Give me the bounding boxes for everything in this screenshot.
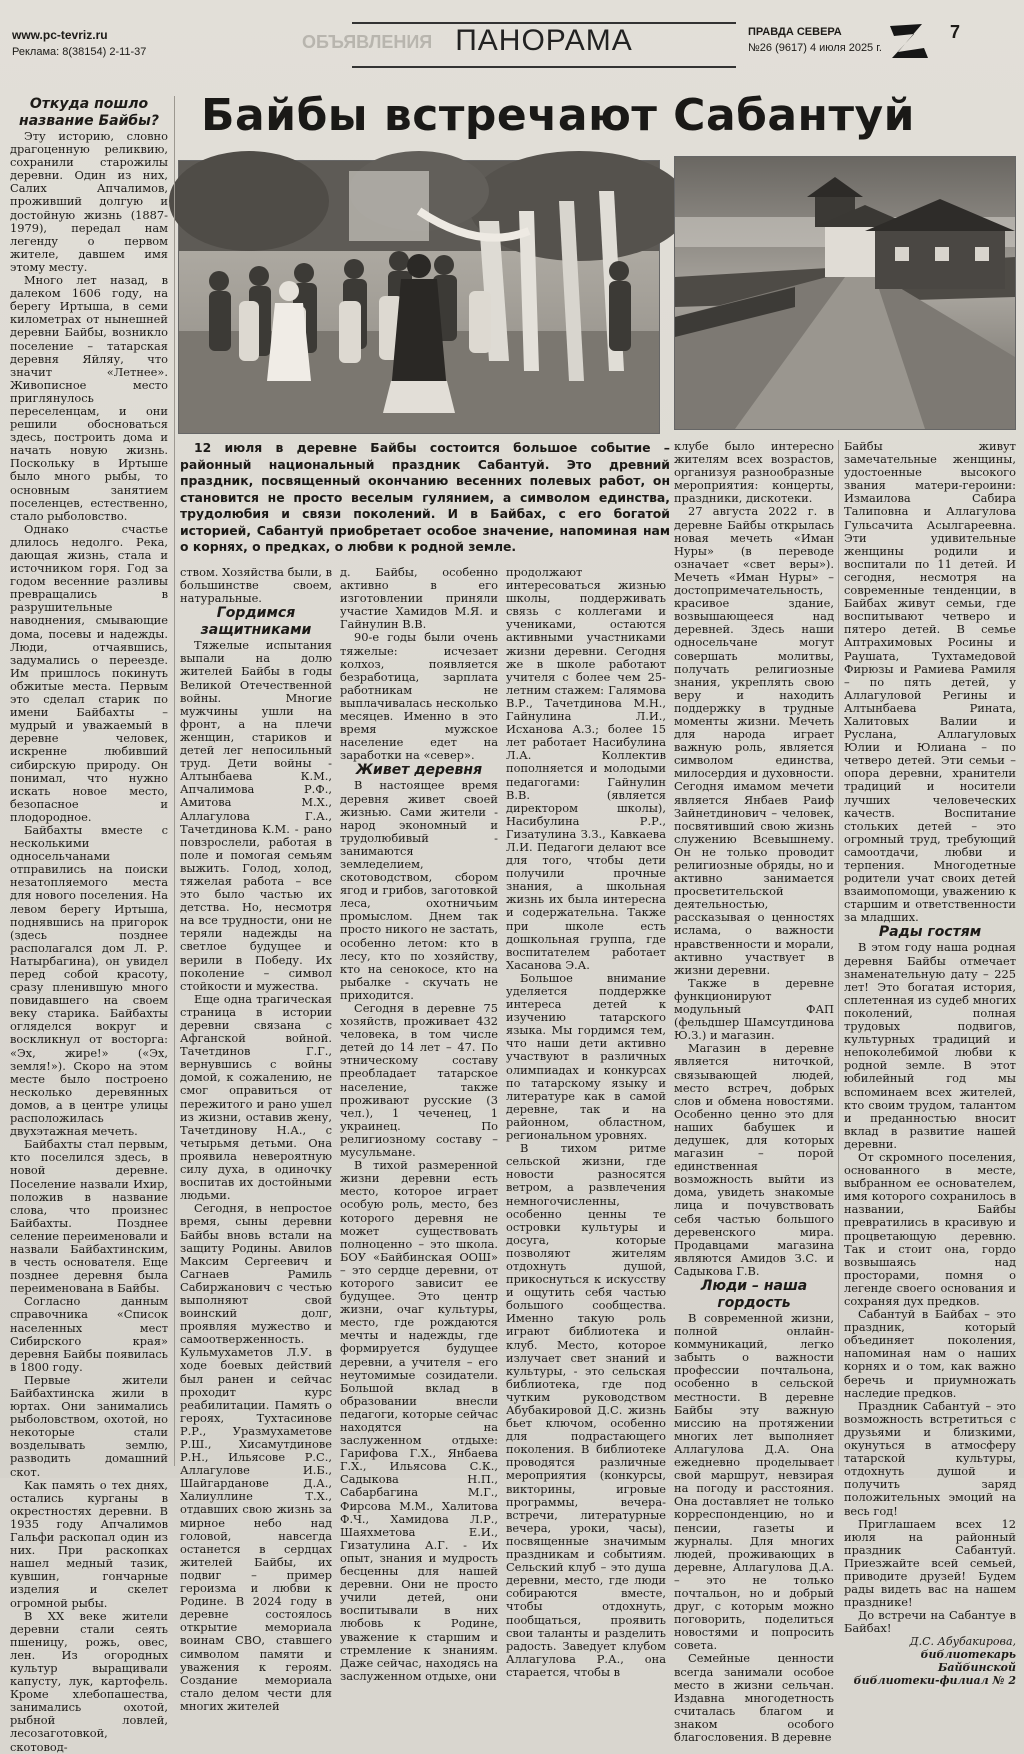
paragraph: Много лет назад, в далеком 1606 году, на берегу Иртыша, в семи километрах от нынешней деревни Байбы, возникло поселение – татарская деревня Яйляу, что значит «Летнее». Живописное место приглянулось переселенцам, и они решили обосноваться здесь, построить дома и начать новую жизнь. Поскольку в Иртыше было много рыбы, то основным занятием поселенцев, естественно, стало рыболовство.	[10, 273, 168, 523]
page-headline: Байбы встречают Сабантуй	[201, 90, 915, 141]
paragraph: Праздник Сабантуй – это возможность встретиться с друзьями и близкими, окунуться в атмосферу татарской культуры, отдохнуть душой и получить заряд положительных эмоций на весь год!	[844, 1398, 1016, 1518]
author-signature	[844, 1635, 1016, 1687]
section-rule-bottom	[352, 66, 736, 68]
lead-paragraph	[180, 440, 670, 556]
paragraph: Байбахты стал первым, кто поселился здесь, в новой деревне. Поселение назвали Ихир, положив в название слова, что произнес Байбахты. Позднее селение переименовали и назвали Байбахтинским, в честь основателя. Еще позднее деревня была переименована в Байбы.	[10, 1137, 168, 1296]
newspaper-name: ПРАВДА СЕВЕРА	[748, 26, 842, 38]
author-role: библиотеки-филиал № 2	[853, 1674, 1016, 1688]
column-divider	[838, 440, 839, 1466]
paragraph: Байбы живут замечательные женщины, удостоенные высокого звания матери-героини: Измаилова Сабира Талиповна и Аллагулова Гульсачита Асылгареевна. Эти удивительные женщины родили и воспитали по 11 детей. И сегодня, несмотря на современные тенденции, в Байбах живут семьи, где воспитывают четверо и пятеро детей. В семье Аптрахимовых Росины и Раушата, Тухтамедовой Фирюзы и Рамиева Рамиля – по пять детей, у Аллагуловой Регины и Алтынбаева Рината, Халитовых Валии и Руслана, Аллагуловых Юлии и Юлиана – по четверо детей. Эти семьи – опора деревни, хранители традиций и носители лучших человеческих качеств. Воспитание стольких детей – это огромный труд, требующий самоотдачи, любви и терпения. Многодетные родители учат своих детей взаимопомощи, уважению к старшим и ответственности за младших.	[844, 439, 1016, 925]
ad-phone: Реклама: 8(38154) 2-11-37	[12, 46, 147, 58]
paragraph: Тяжелые испытания выпали на долю жителей Байбы в годы Великой Отечественной войны. Многие мужчины ушли на фронт, а на плечи женщин, стариков и детей лег непосильный труд. Дети войны - Алтынбаева К.М., Апчалимова Р.Ф., Амитова М.Х., Аллагулова Г.А., Тачетдинова К.М. - рано повзрослели, работая в поле и помогая семьям выжить. Голод, холод, тяжелая работа – все это было частью их детства. Но, несмотря на все трудности, они не теряли надежды на светлое будущее и верили в Победу. Их поколение – символ стойкости и мужества.	[180, 638, 332, 993]
subheading-defenders: Гордимся защитниками	[200, 605, 312, 639]
paragraph: Семейные ценности всегда занимали особое место в жизни сельчан. Издавна многодетность считалась благом и знаком особого благословения. В деревне	[674, 1651, 834, 1744]
subheading-people-pride: Люди – наша гордость	[700, 1278, 808, 1311]
author-role: библиотекарь Байбинской	[920, 1648, 1016, 1675]
paragraph: д. Байбы, особенно активно в его изготовлении приняли участие Хамидов М.Я. и Гайнулин В.В.	[340, 565, 498, 632]
paragraph: Сегодня в деревне 75 хозяйств, проживает 432 человека, в том числе детей до 14 лет – 47. По этническому составу преобладает татарское население, также проживают русские (3 чел.), 1 чеченец, 1 украинец. По религиозному составу – мусульмане.	[340, 1001, 498, 1160]
festival-photo	[178, 160, 660, 434]
paragraph: Первые жители Байбахтинска жили в юртах. Они занимались рыболовством, охотой, но некоторые стали возделывать землю, разводить домашний скот.	[10, 1372, 168, 1479]
subheading-welcome-guests: Рады гостям	[878, 924, 982, 941]
column-4	[506, 565, 666, 1679]
paragraph: В XX веке жители деревни стали сеять пшеницу, рожь, овес, лен. Из огородных культур выращивали капусту, лук, картофель. Кроме хлебопашества, занимались охотой, рыбной ловлей, лесозаготовкой, скотовод-	[10, 1608, 168, 1754]
page-header	[0, 18, 1024, 68]
paragraph: Согласно данным справочника «Список населенных мест Сибирского края» деревня Байбы появилась в 1800 году.	[10, 1294, 168, 1374]
paragraph: В современной жизни, полной онлайн-коммуникаций, легко забыть о важности профессии почтальона, особенно в сельской местности. В деревне Байбы эту важную миссию на протяжении многих лет выполняет Аллагулова Д.А. Она ежедневно проделывает свой маршрут, невзирая на погоду и расстояния. Она доставляет не только корреспонденцию, но и пенсии, газеты и журналы. Для многих людей, проживающих в деревне, Аллагулова Д.А. – это не только почтальон, но и добрый друг, с которым можно поговорить, поделиться новостями и попросить совета.	[674, 1311, 834, 1653]
lead-text: 12 июля в деревне Байбы состоится большое событие – районный национальный праздник Сабантуй. Это древний праздник, посвященный окончанию весенних полевых работ, он становится не просто веселым гулянием, а символом единства, трудолюбия и связи поколений. И в Байбах, с его богатой историей, Сабантуй приобретает особое значение, напоминая нам о корнях, о предках, о любви к родной земле.	[180, 440, 670, 554]
column-5	[674, 439, 834, 1744]
paragraph: Приглашаем всех 12 июля на районный праздник Сабантуй. Приезжайте всей семьей, приводите друзей! Будем рады видеть вас на нашем празднике!	[844, 1516, 1016, 1610]
paragraph: В тихом ритме сельской жизни, где новости разносятся ветром, а развлечения немногочисленны, особенно ценны те островки культуры и досуга, которые позволяют жителям отдохнуть душой, прикоснуться к искусству и ощутить себя частью большого сообщества. Именно такую роль играют библиотека и клуб. Место, которое излучает свет знаний и культуры, - это сельская библиотека, где под чутким руководством Абубакировой Д.С. жизнь бьет ключом, особенно для подрастающего поколения. В библиотеке проводятся различные мероприятия (конкурсы, викторины, игровые программы, вечера-встречи, литературные вечера, уроки, часы), посвященные значимым праздникам и событиям. Сельский клуб – это душа деревни, место, где люди собираются вместе, чтобы отдохнуть, пообщаться, проявить свои таланты и разделить радость. Заведует клубом Аллагулова Р.А., она старается, чтобы в	[506, 1141, 666, 1679]
paragraph: От скромного поселения, основанного в месте, выбранном ее основателем, имя которого сохранилось в названии, Байбы превратились в красивую и процветающую деревню. Так и стоит она, гордо возвышаясь над просторами, помня о легенде своего основания и сохраняя дух предков.	[844, 1149, 1016, 1308]
paragraph: В тихой размеренной жизни деревни есть место, которое играет особую роль, место, без которого деревня не может существовать полноценно – это школа. БОУ «Байбинская ООШ» – это сердце деревни, от которого зависит ее будущее. Это центр жизни, очаг культуры, место, где рождаются мечты и надежды, где формируется будущее деревни, а учителя – его неутомимые созидатели. Большой вклад в образовании внесли педагоги, которые сейчас находятся на заслуженном отдыхе: Гарифова Г.Х., Янбаева Г.Х., Ильясова С.К., Садыкова Н.П., Сабарбагина М.Г., Фирсова М.М., Халитова Ф.Ч., Хамидова Л.Р., Шаяхметова Е.И., Гизатулина А.Г. - Их опыт, знания и мудрость бесценны для нашей деревни. Они не просто учили детей, они воспитывали в них любовь к Родине, уважение к старшим и стремление к знаниям. Даже сейчас, находясь на заслуженном отдыхе, они	[340, 1158, 498, 1683]
paragraph: ством. Хозяйства были, в большинстве своем, натуральные.	[180, 565, 332, 606]
paragraph: Эту историю, словно драгоценную реликвию, сохранили старожилы деревни. Один из них, Салих Апчалимов, проживший долгую и достойную жизнь (1887-1979), передал нам легенду о первом жителе, давшем имя этому месту.	[10, 129, 168, 274]
paragraph: Сегодня, в непростое время, сыны деревни Байбы вновь встали на защиту Родины. Авилов Максим Сергеевич и Сагнаев Рамиль Сабиржанович с честью выполняют свой воинский долг, проявляя мужество и самоотверженность. Кульмухаметов Л.У. в ходе боевых действий был ранен и сейчас проходит курс реабилитации. Память о героях, Тухтасинове Р.Р., Уразмухаметове Р.Ш., Хисамутдинове Р.Н., Ильясове Р.С., Аллагулове И.Б., Шайгарданове Д.А., Халиуллине Т.Х., отдавших свою жизнь за мирное небо над головой, навсегда останется в сердцах жителей Байбы, их подвиг – пример героизма и любви к Родине. В 2024 году в деревне состоялось открытие мемориала воинам СВО, ставшего символом памяти и уважения к героям. Создание мемориала стало делом чести для многих жителей	[180, 1201, 332, 1713]
paragraph: В этом году наша родная деревня Байбы отмечает знаменательную дату – 225 лет! Это богатая история, сплетенная из судеб многих поколений, полная трудовых подвигов, культурных традиций и непоколебимой любви к родной земле. В этот юбилейный год мы вспоминаем всех жителей, кто своим трудом, талантом и преданностью вносит вклад в развитие нашей деревни.	[844, 940, 1016, 1151]
paragraph: продолжают интересоваться жизнью школы, поддерживать связь с коллегами и учениками, остаются активными участниками жизни деревни. Сегодня же в школе работают учителя с более чем 25-летним стажем: Галямова В.Р., Тачетдинова М.Н., Гайнулина Л.И., Исханова А.З.; более 15 лет работает Насибулина Л.А. Коллектив пополняется и молодыми педагогами: Гайнулин В.В. (является директором школы), Насибулина Р.Р., Гизатулина З.З., Кавкаева Л.И. Педагоги делают все для того, чтобы дети получили прочные знания, а школьная жизнь их была интересна и содержательна. Также при школе есть дошкольная группа, где воспитателем работает Хасанова Э.А.	[506, 565, 666, 972]
column-6	[844, 439, 1016, 1688]
author-name: Д.С. Абубакирова,	[909, 1635, 1016, 1649]
z-logo-icon	[884, 18, 934, 62]
paragraph: Также в деревне функционируют модульный ФАП (фельдшер Шамсутдинова Ю.З.) и магазин.	[674, 975, 834, 1043]
column-divider	[174, 96, 175, 1466]
paragraph: Сабантуй в Байбах – это праздник, который объединяет поколения, напоминая нам о наших корнях и о том, как важно беречь и приумножать наследие предков.	[844, 1307, 1016, 1400]
subheading-village-lives: Живет деревня	[355, 762, 483, 779]
page-number: 7	[950, 22, 961, 42]
section-title: ПАНОРАМА	[455, 24, 633, 57]
village-photo	[674, 156, 1016, 430]
bleed-through-text: ОБЪЯВЛЕНИЯ	[302, 32, 433, 52]
issue-date: №26 (9617) 4 июля 2025 г.	[748, 42, 882, 54]
column-3	[340, 565, 498, 1683]
paragraph: Магазин в деревне является ниточкой, связывающей людей, место встреч, добрых слов и обмена новостями. Особенно ценно это для наших бабушек и дедушек, для которых магазин – порой единственная возможность выйти из дома, увидеть знакомые лица и почувствовать себя частью большого деревенского мира. Продавцами магазина являются Амидов З.С. и Садыкова Г.В.	[674, 1041, 834, 1278]
paragraph: 90-е годы были очень тяжелые: исчезает колхоз, появляется безработица, зарплата работникам не выплачивалась несколько месяцев. Именно в это время мужское население едет на заработки на «север».	[340, 630, 498, 763]
column-1	[10, 96, 168, 1754]
paragraph: До встречи на Сабантуе в Байбах!	[844, 1608, 1016, 1636]
subheading-name-origin: Откуда пошло название Байбы?	[19, 96, 159, 129]
paragraph: Еще одна трагическая страница в истории деревни связана с Афганской войной. Тачетдинов Г.Г., вернувшись с войны домой, к сожалению, не смог оправиться от пережитого и рано ушел из жизни, оставив жену, Тачетдинову Н.А., с четырьмя детьми. Она проявила невероятную силу духа, в одиночку воспитав их достойными людьми.	[180, 991, 332, 1203]
paragraph: Байбахты вместе с несколькими односельчанами отправились на поиски незатопляемого места для нового поселения. На левом берегу Иртыша, поднявшись на пригорок (здесь позднее располагался дом Л. Р. Натырбагина), он увидел перед собой красоту, сразу пленившую много повидавшего на своем веку старика. Байбахты огляделся вокруг и воскликнул от восторга: «Эх, жире!» («Эх, земля!»). Скоро на этом месте было построено несколько деревянных домов, а в центре улицы расположилась двухэтажная мечеть.	[10, 822, 168, 1139]
paragraph: Большое внимание уделяется поддержке интереса детей к изучению татарского языка. Мы гордимся тем, что наши дети активно участвуют в различных олимпиадах и конкурсах по татарскому языку и литературе как в самой деревне, так и на районном, областном, региональном уровнях.	[506, 970, 666, 1143]
paragraph: Как память о тех днях, остались курганы в окрестностях деревни. В 1935 году Апчалимов Гальфи раскопал один из них. При раскопках нашел медный тазик, кувшин, гончарные изделия и скелет огромной рыбы.	[10, 1477, 168, 1610]
paragraph: клубе было интересно жителям всех возрастов, организуя разнообразные мероприятия: концерты, праздники, дискотеки.	[674, 439, 834, 506]
paragraph: В настоящее время деревня живет своей жизнью. Сами жители - народ экономный и трудолюбивый - занимаются земледелием, скотоводством, сбором ягод и грибов, заготовкой леса, охотничьим промыслом. Днем так просто никого не застать, особенно летом: кто в лесу, кто по хозяйству, кто на сенокосе, кто на рыбалке - скучать не приходится.	[340, 778, 498, 1002]
column-2	[180, 565, 332, 1713]
paragraph: 27 августа 2022 г. в деревне Байбы открылась новая мечеть «Иман Нуры» (в переводе означает «свет веры»). Мечеть «Иман Нуры» – достопримечательность, красивое здание, возвышающееся над деревней. Здесь наши односельчане могут совершать молитвы, получать религиозные знания, укреплять свою веру и находить поддержку в трудные моменты жизни. Мечеть для народа играет важную роль, является символом единства, милосердия и духовности. Сегодня имамом мечети является Янбаев Раиф Зайнетдинович – человек, посвятивший свою жизнь служению Всевышнему. Он не только проводит религиозные обряды, но и активно занимается просветительской деятельностью, рассказывая о ценностях ислама, о важности нравственности и морали, активно участвует в жизни деревни.	[674, 504, 834, 977]
village-photo-image	[675, 157, 1015, 429]
website-url: www.pc-tevriz.ru	[12, 28, 108, 42]
festival-photo-image	[179, 161, 659, 433]
paragraph: Однако счастье длилось недолго. Река, дающая жизнь, стала и источником горя. Год за годом весенние разливы превращались в разрушительные наводнения, смывающие дома, посевы и надежды. Люди, отчаявшись, задумались о переезде. Им пришлось покинуть обжитые места. Первым это сделал старик по имени Байбахты – мудрый и уважаемый в деревне человек, искренне любивший сибирскую природу. Он понимал, что нужно искать новое место, безопасное и плодородное.	[10, 521, 168, 824]
